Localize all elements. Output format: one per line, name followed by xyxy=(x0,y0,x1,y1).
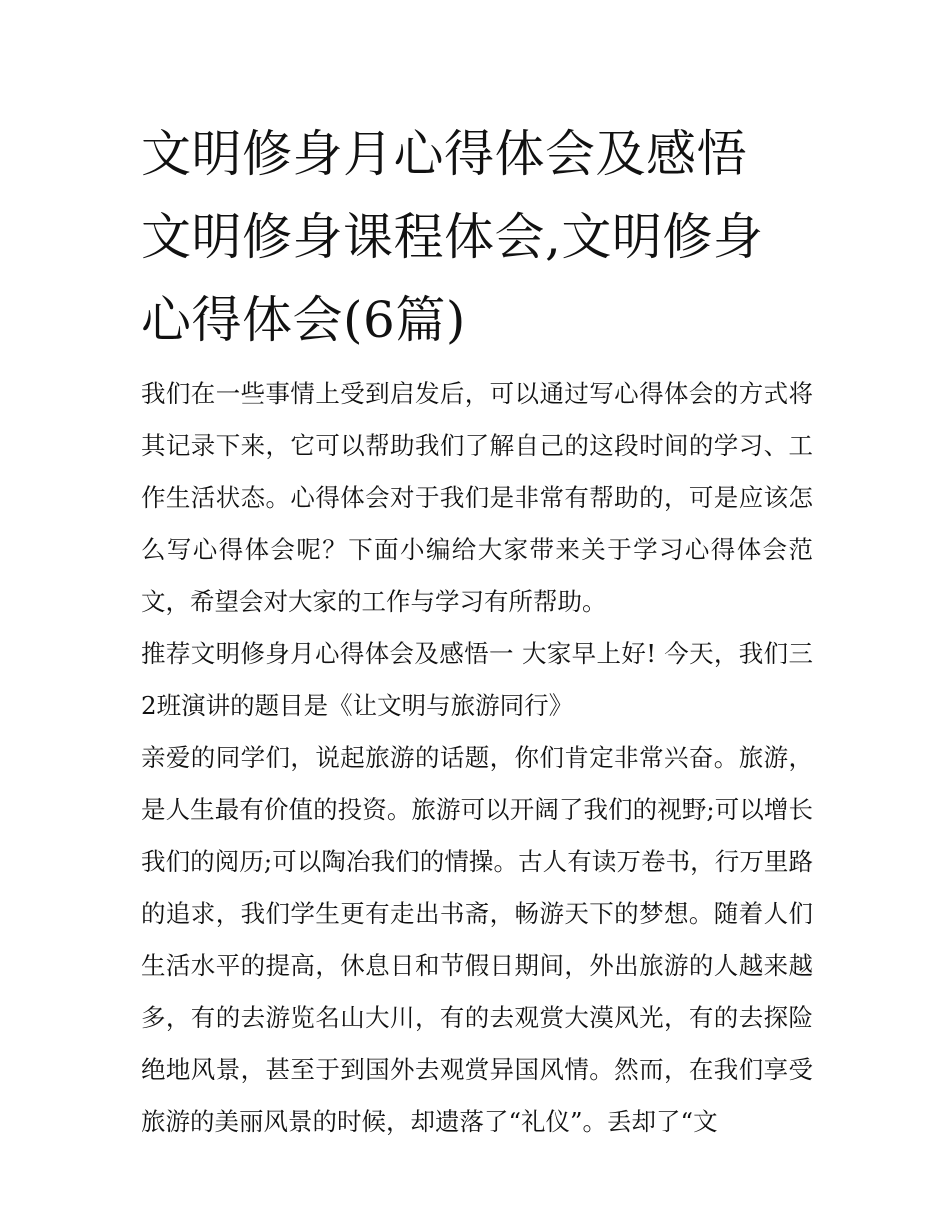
document-title: 文明修身月心得体会及感悟 文明修身课程体会,文明修身心得体会(6篇) xyxy=(141,125,764,349)
recommendation-paragraph: 推荐文明修身月心得体会及感悟一 大家早上好! 今天，我们三2班演讲的题目是《让文明与旅游同行》 xyxy=(141,639,813,720)
document-content xyxy=(141,113,813,1148)
intro-paragraph: 我们在一些事情上受到启发后，可以通过写心得体会的方式将其记录下来，它可以帮助我们了解自己的这段时间的学习、工作生活状态。心得体会对于我们是非常有帮助的，可是应该怎么写心得体会呢？下面小编给大家带来关于学习心得体会范文，希望会对大家的工作与学习有所帮助。 xyxy=(141,379,813,616)
speech-paragraph: 亲爱的同学们，说起旅游的话题，你们肯定非常兴奋。旅游，是人生最有价值的投资。旅游可以开阔了我们的视野;可以增长我们的阅历;可以陶冶我们的情操。古人有读万卷书，行万里路的追求，我们学生更有走出书斋，畅游天下的梦想。随着人们生活水平的提高，休息日和节假日期间，外出旅游的人越来越多，有的去游览名山大川，有的去观赏大漠风光，有的去探险绝地风景，甚至于到国外去观赏异国风情。然而，在我们享受旅游的美丽风景的时候，却遗落了“礼仪”。丢却了“文 xyxy=(141,743,813,1136)
